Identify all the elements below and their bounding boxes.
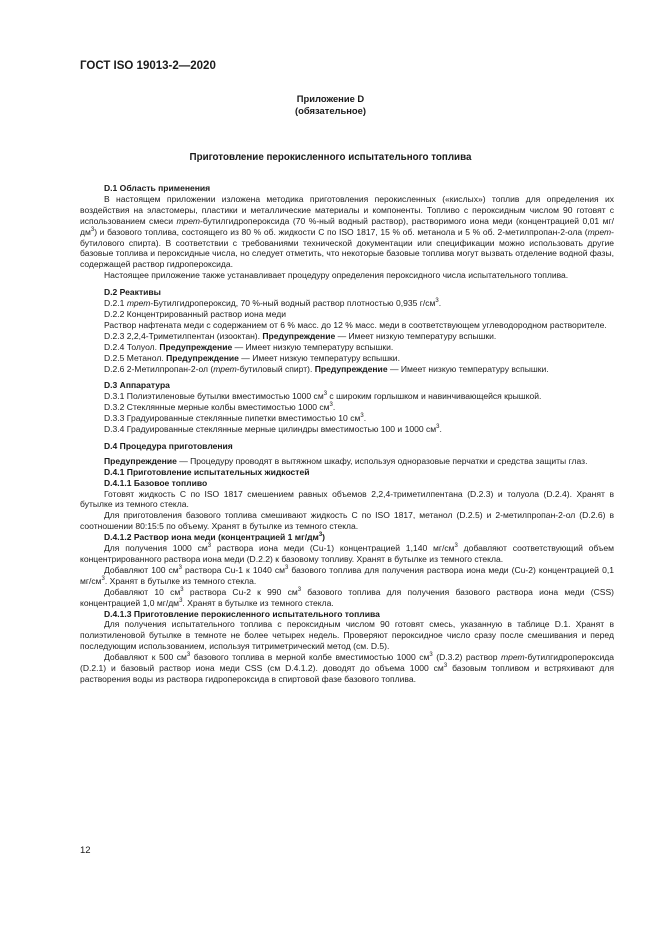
document-body (80, 183, 614, 685)
document-header: ГОСТ ISO 19013-2—2020 (80, 60, 216, 72)
item-d3-1: D.3.1 Полиэтиленовые бутылки вместимостью 1000 $см^3$ с широким горлышком и навинчивающейся крышкой. (104, 391, 542, 402)
section-heading-d3: D.3 Аппаратура (104, 380, 170, 391)
item-d2-1: D.2.1 трет-Бутилгидропероксид, 70 %-ный водный раствор плотностью 0,935 $г/см^3$. (104, 298, 442, 309)
item-d2-2-text: Раствор нафтената меди с содержанием от 6 % масс. до 12 % масс. меди в соответствующем углеводородном растворителе. (104, 319, 607, 330)
paragraph-d412-1: Для получения 1000 $см^3$ раствора иона меди (Cu-1) концентрацией 1,140 $мг/см^3$ добавляют соответствующий объем концентрированного раствора иона меди (D.2.2) к базовому топливу. Хранят в бутылке из темного стекла. (80, 543, 614, 564)
item-d2-6: D.2.6 2-Метилпропан-2-ол (трет-бутиловый спирт). Предупреждение — Имеет низкую температуру вспышки. (104, 363, 549, 374)
subsection-heading-d41: D.4.1 Приготовление испытательных жидкостей (104, 466, 310, 477)
paragraph-d1-1: В настоящем приложении изложена методика приготовления перокисленных («кислых») топлив для определения их воздействия на эластомеры, пластики и металлические материалы и компоненты. Топливо с пероксидным числом 90 готовят с использованием смеси трет-бутилгидропероксида (70 %-ный водный раствор), растворимого иона меди (концентрацией 0,01 $мг/дм^3$) и базового топлива, состоящего из 80 % об. жидкости С по ISO 1817, 15 % об. метанола и 5 % об. 2-метилпропан-2-ола (трет-бутилового спирта). В соответствии с требованиями технической документации или спецификации можно использовать другие базовые топлива и пероксидные числа, но следует отметить, что некоторые базовые топлива могут вызвать отделение водной фазы, содержащей раствор гидропероксида. (80, 193, 614, 270)
item-d2-5: D.2.5 Метанол. Предупреждение — Имеет низкую температуру вспышки. (104, 352, 400, 363)
paragraph-d411-1: Готовят жидкость С по ISO 1817 смешением равных объемов 2,2,4-триметилпентана (D.2.3) и толуола (D.2.4). Хранят в бутылке из темного стекла. (80, 488, 614, 510)
section-heading-d4: D.4 Процедура приготовления (104, 440, 233, 451)
paragraph-d413-1: Для получения испытательного топлива с пероксидным числом 90 готовят смесь, указанную в таблице D.1. Хранят в полиэтиленовой бутылке в темноте не более четырех недель. Проверяют пероксидное число сразу после смешивания и перед последующим использованием, используя титриметрический метод (см. D.5). (80, 619, 614, 652)
annex-title: Приложение D (296, 93, 365, 104)
paragraph-d412-2: Добавляют 100 $см^3$ раствора Cu-1 к 1040 $см^3$ базового топлива для получения раствора иона меди (Cu-2) концентрацией 0,1 $мг/см^3$. Хранят в бутылке из темного стекла. (80, 564, 614, 586)
item-d3-2: D.3.2 Стеклянные мерные колбы вместимостью 1000 $см^3$. (104, 402, 336, 413)
item-d3-3: D.3.3 Градуированные стеклянные пипетки вместимостью 10 $см^3$. (104, 413, 367, 424)
item-d3-4: D.3.4 Градуированные стеклянные мерные цилиндры вместимостью 100 и 1000 $см^3$. (104, 424, 442, 435)
annex-block (80, 93, 581, 117)
subsection-heading-d411: D.4.1.1 Базовое топливо (104, 477, 208, 488)
page-number: 12 (80, 845, 91, 856)
section-heading-d2: D.2 Реактивы (104, 287, 161, 298)
paragraph-d411-2: Для приготовления базового топлива смешивают жидкость С по ISO 1817, метанол (D.2.5) и 2-метилпропан-2-ол (D.2.6) в соотношении 80:15:5 по объему. Хранят в бутылке из темного стекла. (80, 510, 614, 532)
item-d2-3: D.2.3 2,2,4-Триметилпентан (изооктан). Предупреждение — Имеет низкую температуру вспышки. (104, 330, 497, 341)
warning-d4: Предупреждение — Процедуру проводят в вытяжном шкафу, используя одноразовые перчатки и средства защиты глаз. (104, 455, 588, 466)
subsection-heading-d413: D.4.1.3 Приготовление перокисленного испытательного топлива (104, 608, 380, 619)
item-d2-2: D.2.2 Концентрированный раствор иона меди (104, 308, 287, 319)
main-title: Приготовление перокисленного испытательного топлива (189, 152, 472, 163)
subsection-heading-d412: D.4.1.2 Раствор иона меди (концентрацией 1 $мг/дм^3$) (104, 532, 326, 543)
paragraph-d413-2: Добавляют к 500 $см^3$ базового топлива в мерной колбе вместимостью 1000 $см^3$ (D.3.2) раствор трет-бутилгидропероксида (D.2.1) и базовый раствор иона меди CSS (см D.4.1.2). доводят до объема 1000 $см^3$ базовым топливом и встряхивают для растворения воды из раствора гидропероксида в спиртовой фазе базового топлива. (80, 652, 615, 684)
section-heading-d1: D.1 Область применения (104, 183, 211, 193)
annex-status: (обязательное) (295, 105, 366, 116)
item-d2-4: D.2.4 Толуол. Предупреждение — Имеет низкую температуру вспышки. (104, 341, 394, 352)
paragraph-d1-2: Настоящее приложение также устанавливает процедуру определения пероксидного числа испытательного топлива. (104, 270, 569, 281)
paragraph-d412-3: Добавляют 10 $см^3$ раствора Cu-2 к 990 $см^3$ базового топлива для получения базового раствора иона меди (CSS) концентрацией 1,0 $мг/дм^3$. Хранят в бутылке из темного стекла. (80, 586, 614, 608)
